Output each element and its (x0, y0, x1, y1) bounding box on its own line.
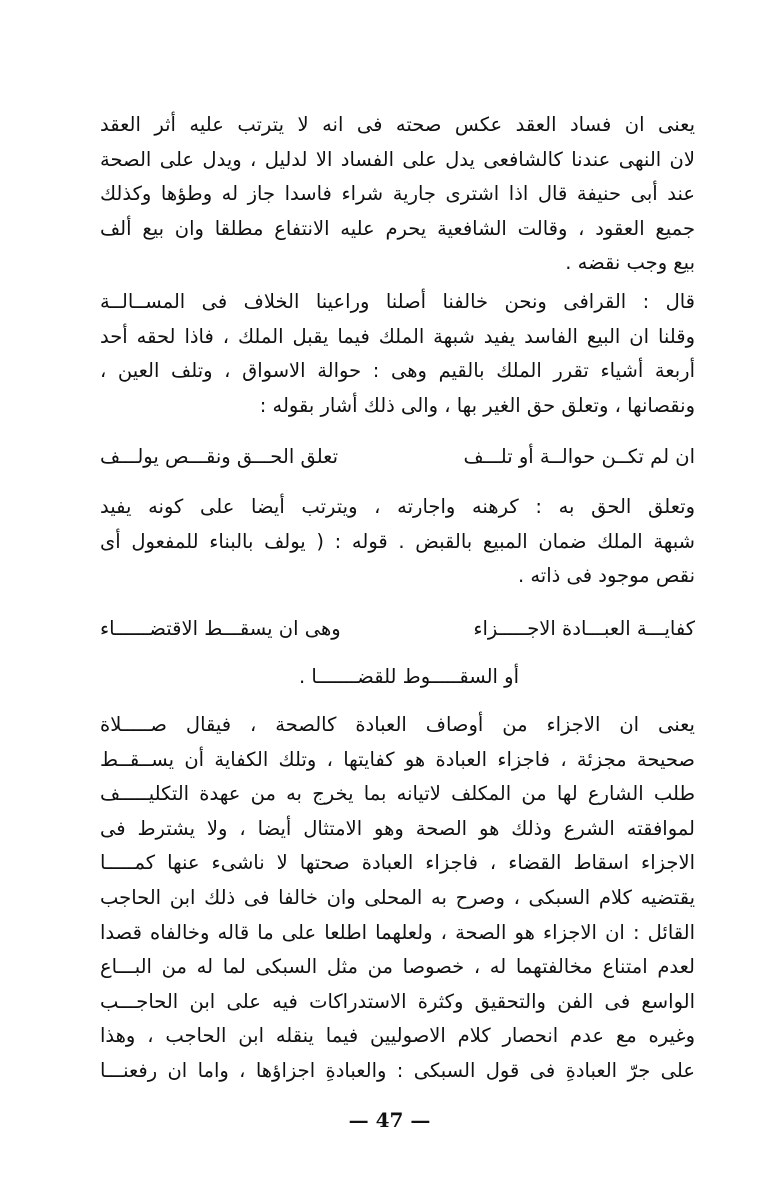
verse-first-hemistich: كفايـــة العبـــادة الاجـــــزاء (473, 617, 695, 640)
text-line: جميع العقود ، وقالت الشافعية يحرم عليه الانتفاع مطلقا وان بيع ألف (100, 216, 695, 240)
text-line: عند أبى حنيفة قال اذا اشترى جارية شراء فاسدا جاز له وطؤها وكذلك (100, 182, 695, 206)
text-line: وقلنا ان البيع الفاسد يفيد شبهة الملك فيما يقبل الملك ، فاذا لحقه أحد (100, 324, 695, 348)
text-line: يعنى ان الاجزاء من أوصاف العبادة كالصحة ، فيقال صـــــلاة (100, 713, 695, 736)
text-line: يقتضيه كلام السبكى ، وصرح به المحلى وان خالفا فى ذلك ابن الحاجب (100, 885, 695, 909)
text-line: صحيحة مجزئة ، فاجزاء العبادة هو كفايتها ، وتلك الكفاية أن يســقــط (100, 747, 695, 771)
verse-1 (100, 440, 695, 475)
text-line: على جرّ العبادةِ فى قول السبكى : والعبادةِ اجزاؤها ، واما ان رفعنـــا (100, 1058, 695, 1082)
paragraph-2 (100, 285, 695, 423)
text-line: لموافقته الشرع وذلك هو الصحة وهو الامتثال أيضا ، ولا يشترط فى (100, 816, 695, 840)
page-number: — 47 — (348, 1108, 431, 1132)
paragraph-3 (100, 490, 695, 594)
text-line: القائل : ان الاجزاء هو الصحة ، ولعلهما اطلعا على ما قاله وخالفاه قصدا (100, 920, 695, 944)
text-line: أربعة أشياء تقرر الملك بالقيم وهى : حوالة الاسواق ، وتلف العين ، (100, 359, 695, 383)
text-line: لان النهى عندنا كالشافعى يدل على الفساد الا لدليل ، ويدل على الصحة (100, 147, 695, 171)
text-line: وغيره مع عدم انحصار كلام الاصوليين فيما ينقله ابن الحاجب ، وهذا (100, 1024, 695, 1048)
verse-first-hemistich: ان لم تكــن حوالــة أو تلـــف (463, 445, 695, 468)
text-line: الاجزاء اسقاط القضاء ، فاجزاء العبادة صحتها لا ناشىء عنها كمـــــا (100, 851, 695, 875)
paragraph-1 (100, 108, 695, 281)
verse-2 (100, 612, 695, 647)
verse-second-hemistich: وهى ان يسقـــط الاقتضــــــاء (100, 617, 341, 640)
text-line: بيع وجب نقضه . (565, 251, 695, 275)
text-line: طلب الشارع لها من المكلف لاتيانه بما يخرج به من عهدة التكليـــــف (100, 782, 695, 806)
text-line: ونقصانها ، وتعلق حق الغير بها ، والى ذلك أشار بقوله : (259, 393, 695, 417)
paragraph-4 (100, 708, 695, 1089)
text-line: نقص موجود فى ذاته . (517, 564, 695, 588)
verse-second-hemistich: تعلق الحـــق ونقـــص يولـــف (100, 445, 338, 468)
text-line: الواسع فى الفن والتحقيق وكثرة الاستدراكات فيه على ابن الحاجـــب (100, 989, 695, 1013)
text-line: شبهة الملك ضمان المبيع بالقبض . قوله : ( يولف بالبناء للمفعول أى (100, 529, 695, 553)
text-line: قال : القرافى ونحن خالفنا أصلنا وراعينا الخلاف فى المســالــة (100, 290, 695, 313)
text-line: يعنى ان فساد العقد عكس صحته فى انه لا يترتب عليه أثر العقد (100, 113, 695, 136)
verse-2-continuation: أو السقـــــوط للقضـــــــا . (298, 665, 519, 688)
text-line: لعدم امتناع مخالفتهما له ، خصوصا من مثل السبكى لما له من البـــاع (100, 955, 695, 979)
text-line: وتعلق الحق به : كرهنه واجارته ، ويترتب أيضا على كونه يفيد (100, 495, 695, 518)
